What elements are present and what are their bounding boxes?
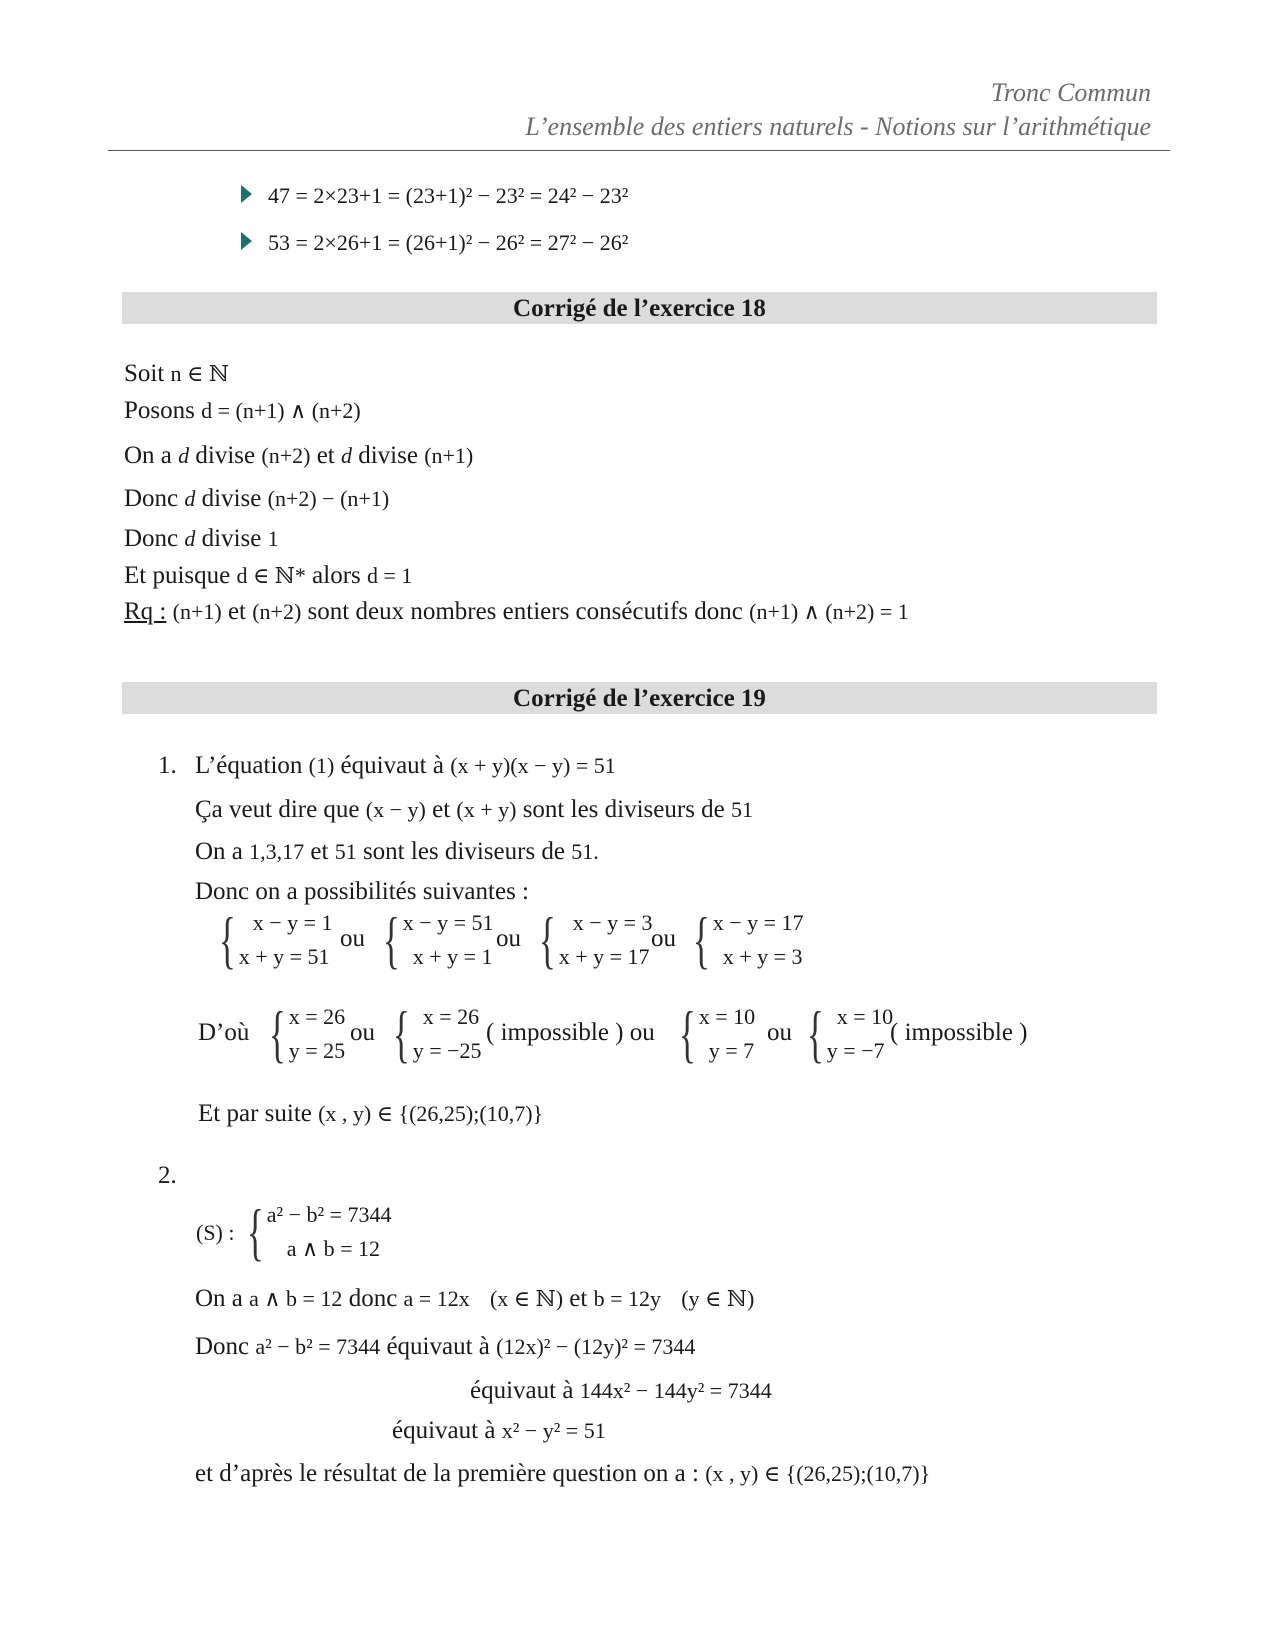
left-brace-icon: {	[268, 998, 286, 1069]
math: (n+2) − (n+1)	[267, 486, 390, 511]
system-2	[376, 906, 494, 974]
left-brace-icon: {	[392, 998, 410, 1069]
text: L’équation	[195, 752, 303, 779]
math: (x ∈ ℕ)	[489, 1286, 564, 1311]
ex18-line-6	[124, 562, 412, 590]
math: b = 12y	[593, 1286, 661, 1311]
system-1	[212, 906, 333, 974]
math: d = (n+1) ∧ (n+2)	[201, 398, 361, 423]
bullet-line-1: 47 = 2×23+1 = (23+1)² − 23² = 24² − 23²	[268, 183, 629, 208]
equation: y = −25	[412, 1038, 482, 1063]
text: sont les diviseurs de	[362, 838, 566, 865]
section-title-ex19: Corrigé de l’exercice 19	[122, 682, 1157, 714]
left-brace-icon: {	[246, 1196, 264, 1267]
ex18-line-5	[124, 525, 279, 553]
equation: x + y = 51	[238, 944, 330, 969]
system-s	[240, 1198, 392, 1266]
equation: y = −7	[826, 1038, 885, 1063]
text: et	[227, 598, 246, 625]
equation: x + y = 3	[722, 944, 803, 969]
ou-label: ou	[496, 925, 521, 952]
text: et d’après le résultat de la première question on a :	[195, 1460, 699, 1487]
math: (x , y) ∈ {(26,25);(10,7)}	[705, 1461, 931, 1486]
ex18-remark	[124, 598, 909, 626]
text: divise	[201, 525, 262, 552]
remark-label: Rq :	[124, 598, 167, 625]
left-brace-icon: {	[692, 904, 710, 975]
text: divise	[195, 442, 256, 469]
math: 51.	[571, 839, 599, 864]
equation: y = 25	[288, 1038, 346, 1063]
q1-line-4: Donc on a possibilités suivantes :	[195, 878, 529, 905]
text: On a	[124, 442, 172, 469]
ou-label: ou	[651, 925, 676, 952]
bullet-arrow-icon	[241, 232, 252, 250]
q2-line-4	[392, 1417, 606, 1445]
solution-2	[386, 1000, 482, 1068]
equation: x − y = 1	[252, 910, 333, 935]
dou-label: D’où	[198, 1019, 250, 1046]
equation: y = 7	[708, 1038, 755, 1063]
math: (y ∈ ℕ)	[681, 1286, 755, 1311]
math: d ∈ ℕ*	[236, 563, 306, 588]
ou-label: ou	[767, 1019, 792, 1046]
header-subtitle: L’ensemble des entiers naturels - Notions sur l’arithmétique	[525, 112, 1151, 141]
equation: a ∧ b = 12	[286, 1236, 380, 1261]
header-title: Tronc Commun	[990, 78, 1151, 107]
equation: x = 10	[836, 1004, 894, 1029]
equation: x − y = 17	[712, 910, 804, 935]
text: équivaut à	[392, 1417, 496, 1444]
system-4	[686, 906, 804, 974]
math: d	[184, 486, 196, 511]
equation: x = 26	[288, 1004, 346, 1029]
text: On a	[195, 1285, 243, 1312]
math: a² − b² = 7344	[255, 1334, 381, 1359]
ex18-line-2	[124, 397, 361, 425]
math: (12x)² − (12y)² = 7344	[496, 1334, 696, 1359]
math: (x , y) ∈ {(26,25);(10,7)}	[318, 1101, 544, 1126]
ex18-line-1	[124, 360, 229, 388]
math: (x − y)	[365, 797, 426, 822]
text: On a	[195, 838, 243, 865]
q1-line-2	[195, 796, 753, 824]
text: et	[432, 796, 451, 823]
text: équivaut à	[470, 1377, 574, 1404]
equation: x − y = 51	[402, 910, 494, 935]
ex18-line-3	[124, 442, 473, 470]
text: Ça veut dire que	[195, 796, 360, 823]
q2-number: 2.	[158, 1162, 177, 1189]
text: alors	[312, 562, 361, 589]
text: Donc	[124, 525, 179, 552]
math: d	[178, 443, 190, 468]
equation: x = 26	[422, 1004, 480, 1029]
q1-conclusion	[198, 1100, 543, 1128]
bullet-arrow-icon	[241, 185, 252, 203]
text: divise	[358, 442, 418, 469]
math: (n+1)	[424, 443, 474, 468]
text: donc	[348, 1285, 398, 1312]
equation: x + y = 1	[412, 944, 493, 969]
q2-line-1	[195, 1285, 754, 1313]
text: Et par suite	[198, 1100, 312, 1127]
solution-4	[800, 1000, 893, 1068]
text: et	[569, 1285, 588, 1312]
math: 51	[334, 839, 357, 864]
impossible-ou-label: ( impossible ) ou	[486, 1019, 655, 1046]
ou-label: ou	[340, 925, 365, 952]
q1-number: 1.	[158, 752, 177, 779]
math: (x + y)	[456, 797, 517, 822]
math: (n+1)	[172, 599, 222, 624]
q2-line-5	[195, 1460, 930, 1488]
q2-line-2	[195, 1333, 695, 1361]
text: Donc	[124, 485, 179, 512]
text: équivaut à	[340, 752, 444, 779]
text: Et puisque	[124, 562, 231, 589]
math: (n+2)	[261, 443, 311, 468]
text: Posons	[124, 397, 195, 424]
ex18-line-4	[124, 485, 389, 513]
left-brace-icon: {	[678, 998, 696, 1069]
header-rule	[108, 150, 1170, 151]
equation: a² − b² = 7344	[266, 1202, 392, 1227]
math: (n+1) ∧ (n+2) = 1	[749, 599, 909, 624]
math: a = 12x	[403, 1286, 470, 1311]
math: 1,3,17	[249, 839, 305, 864]
solution-1	[262, 1000, 345, 1068]
text: Soit	[124, 360, 165, 387]
math: d = 1	[367, 563, 413, 588]
text: divise	[201, 485, 262, 512]
text: équivaut à	[386, 1333, 490, 1360]
ou-label: ou	[350, 1019, 375, 1046]
math: 1	[267, 526, 279, 551]
equation: x − y = 3	[572, 910, 653, 935]
equation: x = 10	[698, 1004, 756, 1029]
equation: x + y = 17	[558, 944, 650, 969]
math: (n+2)	[252, 599, 302, 624]
left-brace-icon: {	[806, 998, 824, 1069]
math: x² − y² = 51	[501, 1418, 606, 1443]
q1-line-3	[195, 838, 599, 866]
system-3	[532, 906, 653, 974]
left-brace-icon: {	[218, 904, 236, 975]
math: (1)	[308, 753, 335, 778]
left-brace-icon: {	[382, 904, 400, 975]
left-brace-icon: {	[538, 904, 556, 975]
text: Donc	[195, 1333, 250, 1360]
section-title-ex18: Corrigé de l’exercice 18	[122, 292, 1157, 324]
math: 51	[731, 797, 754, 822]
text: sont les diviseurs de	[522, 796, 725, 823]
text: sont deux nombres entiers consécutifs donc	[307, 598, 743, 625]
math: a ∧ b = 12	[249, 1286, 343, 1311]
math: (x + y)(x − y) = 51	[450, 753, 616, 778]
math: d	[184, 526, 196, 551]
math: d	[340, 443, 352, 468]
math: n ∈ ℕ	[170, 361, 229, 386]
impossible-label: ( impossible )	[890, 1019, 1028, 1046]
q1-line-1	[195, 752, 616, 780]
math: 144x² − 144y² = 7344	[579, 1378, 772, 1403]
system-label: (S) :	[196, 1220, 235, 1245]
q2-line-3	[470, 1377, 772, 1405]
solution-3	[672, 1000, 755, 1068]
text: et	[310, 838, 329, 865]
bullet-line-2: 53 = 2×26+1 = (26+1)² − 26² = 27² − 26²	[268, 230, 629, 255]
text: et	[316, 442, 335, 469]
